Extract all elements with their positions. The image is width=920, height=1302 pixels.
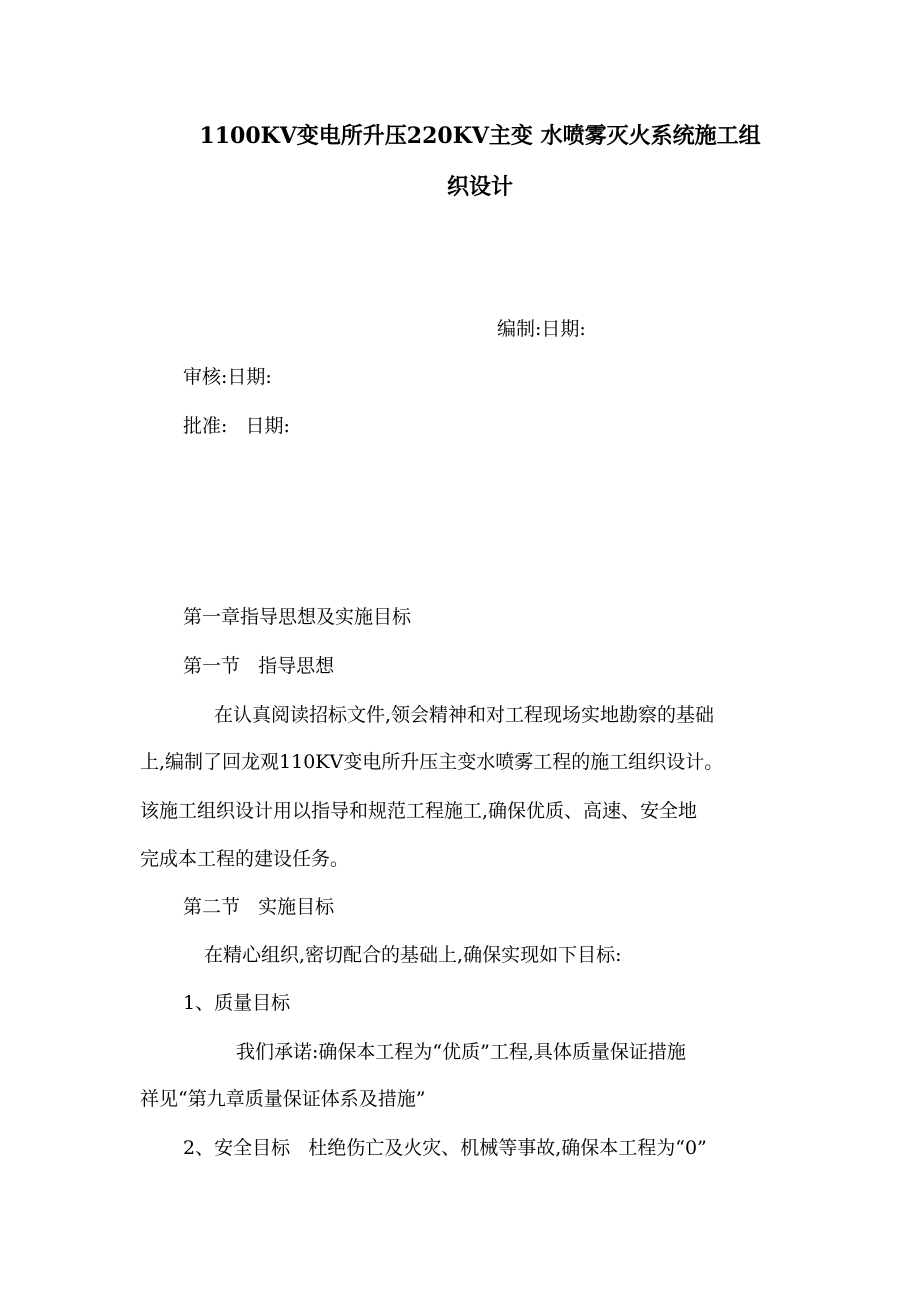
quality-target-line-2: 祥见“第九章质量保证体系及措施” bbox=[140, 1088, 426, 1110]
paragraph-1-line-3: 该施工组织设计用以指导和规范工程施工,确保优质、高速、安全地 bbox=[140, 800, 698, 822]
section-2-heading: 第二节 实施目标 bbox=[183, 896, 335, 918]
chapter-1-heading: 第一章指导思想及实施目标 bbox=[183, 606, 412, 628]
safety-target-line: 2、安全目标 杜绝伤亡及火灾、机械等事故,确保本工程为“0” bbox=[183, 1137, 707, 1159]
paragraph-1-line-4: 完成本工程的建设任务。 bbox=[140, 848, 350, 870]
compiled-by-date: 编制:日期: bbox=[497, 318, 586, 340]
document-title-line-1: 1100KV变电所升压220KV主变 水喷雾灭火系统施工组 bbox=[199, 123, 761, 149]
paragraph-2: 在精心组织,密切配合的基础上,确保实现如下目标: bbox=[204, 944, 622, 966]
section-1-heading: 第一节 指导思想 bbox=[183, 655, 335, 677]
document-title-line-2: 织设计 bbox=[446, 174, 513, 200]
paragraph-1-line-2: 上,编制了回龙观110KV变电所升压主变水喷雾工程的施工组织设计。 bbox=[140, 751, 724, 773]
quality-target-heading: 1、质量目标 bbox=[183, 992, 291, 1014]
paragraph-1-line-1: 在认真阅读招标文件,领会精神和对工程现场实地勘察的基础 bbox=[214, 704, 715, 726]
quality-target-line-1: 我们承诺:确保本工程为“优质”工程,具体质量保证措施 bbox=[236, 1041, 686, 1063]
reviewed-by-date: 审核:日期: bbox=[183, 366, 272, 388]
approved-by-date: 批准: 日期: bbox=[183, 415, 290, 437]
